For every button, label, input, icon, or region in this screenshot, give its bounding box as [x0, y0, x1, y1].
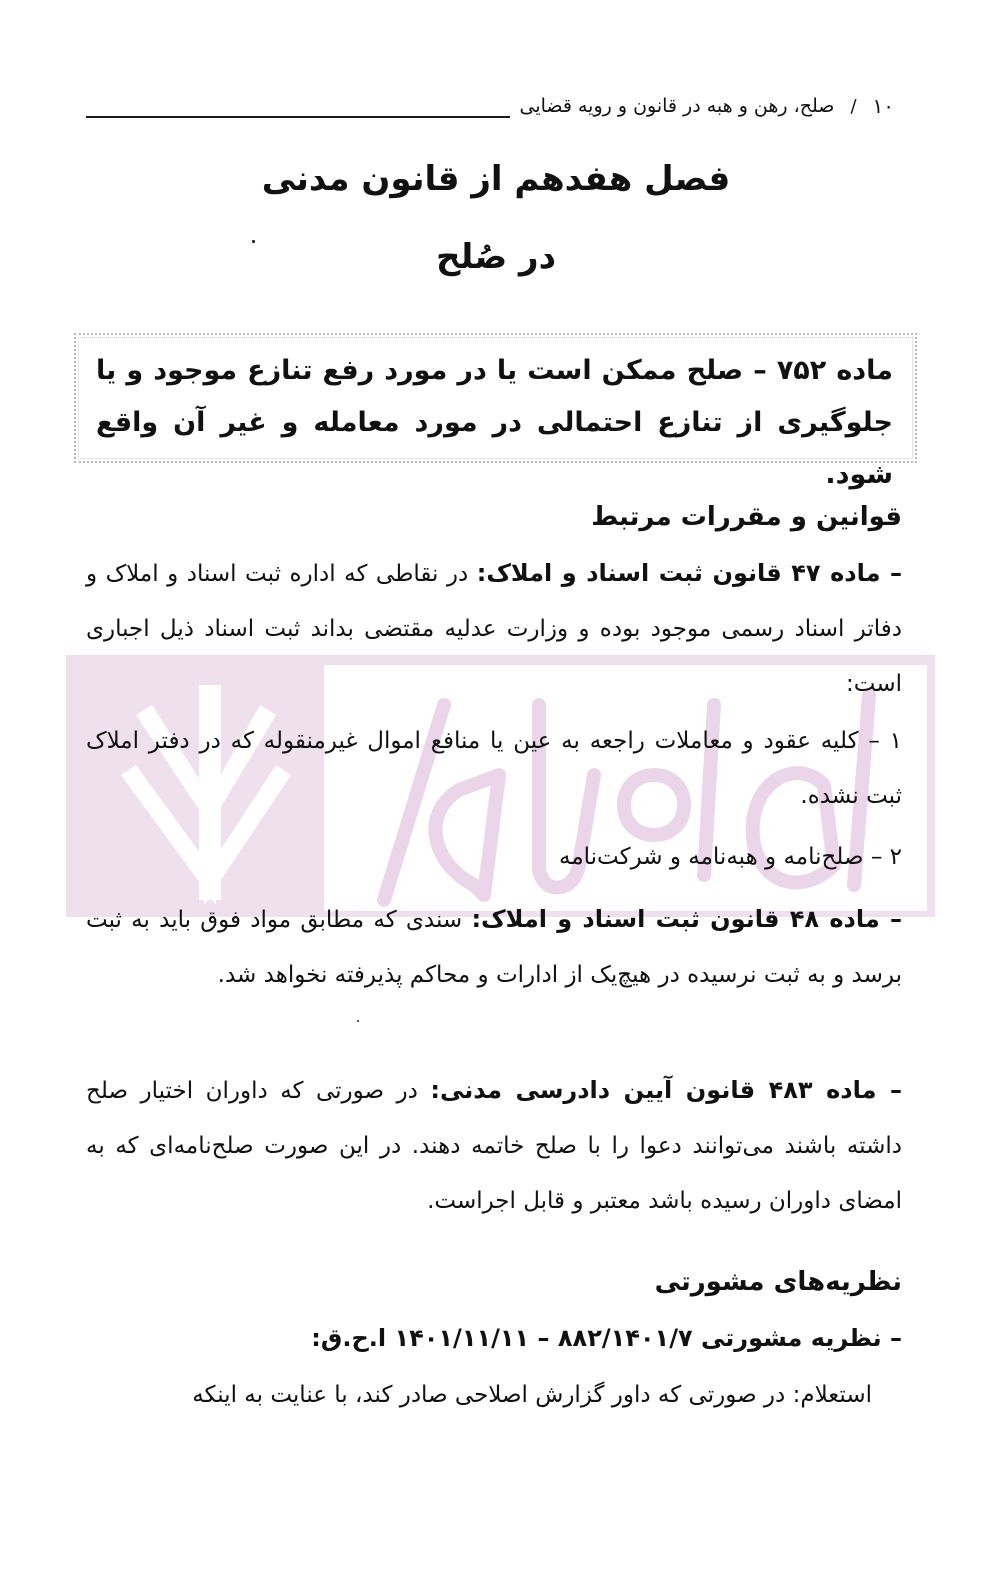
- article-box: [74, 333, 917, 490]
- law-item-article-483: [86, 1063, 902, 1229]
- law-item-clause-2: [86, 830, 902, 885]
- law-item-text: در نقاطی که اداره ثبت اسناد و املاک و دفاتر اسناد رسمی موجود بوده و وزارت عدلیه مقتضی بداند ثبت اسناد ذیل اجباری است:: [86, 561, 902, 697]
- law-item-text: در صورتی که داوران اختیار صلح داشته باشند می‌توانند دعوا را با صلح خاتمه دهند. در این صورت صلح‌نامه‌ای که به امضای داوران رسیده باشد معتبر و قابل اجراست.: [86, 1078, 902, 1214]
- article-text: ماده ۷۵۲ – صلح ممکن است یا در مورد رفع تنازع موجود و یا جلوگیری از تنازع احتمالی در مورد معامله و غیر آن واقع شود.: [96, 355, 893, 490]
- inquiry-text: استعلام: در صورتی که داور گزارش اصلاحی صادر کند، با عنایت به اینکه: [192, 1382, 872, 1408]
- law-item-article-48: [86, 892, 902, 1003]
- chapter-title: فصل هفدهم از قانون مدنی: [261, 159, 731, 199]
- law-item-text: ۲ – صلح‌نامه و هبه‌نامه و شرکت‌نامه: [558, 844, 902, 870]
- law-item-lead: – ماده ۴۸ قانون ثبت اسناد و املاک:: [471, 905, 902, 933]
- advisory-opinion-title: – نظریه مشورتی ۸۸۲/۱۴۰۱/۷ – ۱۴۰۱/۱۱/۱۱ ا.ح.ق:: [311, 1324, 902, 1352]
- advisory-opinions-heading: نظریه‌های مشورتی: [654, 1267, 902, 1297]
- chapter-subtitle: در صُلح: [435, 237, 557, 277]
- header-rule: [86, 116, 510, 118]
- scan-speck: [357, 1020, 359, 1022]
- law-item-article-47: [86, 546, 902, 712]
- law-item-text: سندی که مطابق مواد فوق باید به ثبت برسد و به ثبت نرسیده در هیچ‌یک از ادارات و محاکم پذیرفته نخواهد شد.: [86, 907, 902, 988]
- header-separator: /: [850, 95, 857, 117]
- running-header: [519, 88, 894, 124]
- book-title: صلح، رهن و هبه در قانون و رویه قضایی: [519, 95, 835, 117]
- law-item-clause-1: [86, 714, 902, 824]
- law-item-lead: – ماده ۴۸۳ قانون آیین دادرسی مدنی:: [430, 1076, 902, 1104]
- related-laws-heading: قوانین و مقررات مرتبط: [591, 502, 902, 532]
- law-item-text: ۱ – کلیه عقود و معاملات راجعه به عین یا منافع اموال غیرمنقوله که در دفتر املاک ثبت نشده.: [86, 728, 902, 809]
- page-number: ۱۰: [872, 94, 894, 118]
- law-item-lead: – ماده ۴۷ قانون ثبت اسناد و املاک:: [476, 559, 902, 587]
- advisory-opinion-inquiry: [86, 1368, 872, 1423]
